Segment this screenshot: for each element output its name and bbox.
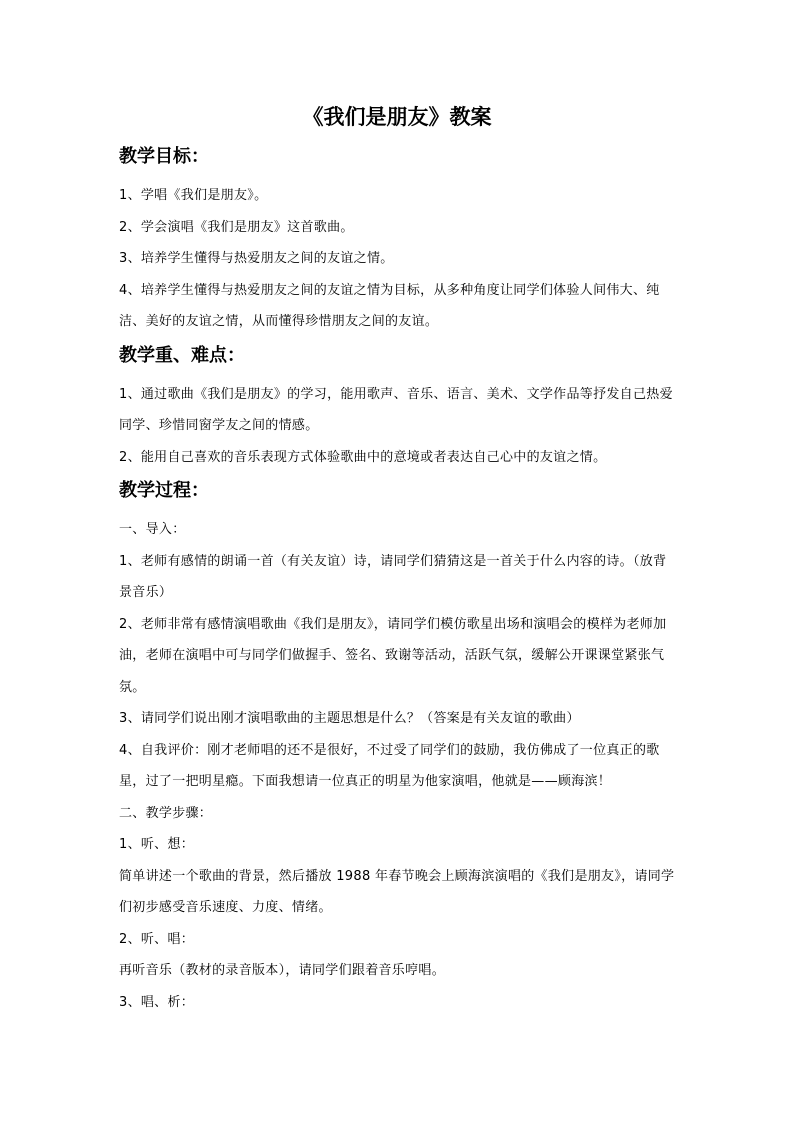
section-heading: 教学过程： bbox=[119, 480, 209, 501]
paragraph: 2、老师非常有感情演唱歌曲《我们是朋友》，请同学们模仿歌星出场和演唱会的模样为老师加油，老师在演唱中可与同学们做握手、签名、致谢等活动，活跃气氛，缓解公开课课堂紧张气氛。 bbox=[119, 616, 667, 695]
paragraph: 3、培养学生懂得与热爱朋友之间的友谊之情。 bbox=[119, 251, 394, 266]
section-teaching-goals bbox=[119, 143, 677, 338]
document-body bbox=[119, 143, 677, 1018]
paragraph: 再听音乐（教材的录音版本），请同学们跟着音乐哼唱。 bbox=[119, 963, 446, 978]
paragraph: 二、教学步骤： bbox=[119, 805, 213, 821]
document-title: 《我们是朋友》教案 bbox=[302, 104, 492, 129]
paragraph: 1、老师有感情的朗诵一首（有关友谊）诗，请同学们猜猜这是一首关于什么内容的诗。（放背景音乐） bbox=[119, 553, 667, 600]
paragraph: 一、导入： bbox=[119, 522, 186, 537]
paragraph: 2、学会演唱《我们是朋友》这首歌曲。 bbox=[119, 219, 354, 235]
paragraph: 1、通过歌曲《我们是朋友》的学习，能用歌声、音乐、语言、美术、文学作品等抒发自己热爱同学、珍惜同窗学友之间的情感。 bbox=[119, 386, 673, 433]
paragraph: 1、学唱《我们是朋友》。 bbox=[119, 188, 268, 203]
section-heading: 教学重、难点： bbox=[119, 344, 245, 366]
paragraph: 2、能用自己喜欢的音乐表现方式体验歌曲中的意境或者表达自己心中的友谊之情。 bbox=[119, 449, 607, 465]
paragraph: 1、听、想： bbox=[119, 837, 195, 852]
section-key-points bbox=[119, 342, 677, 474]
paragraph: 4、自我评价：刚才老师唱的还不是很好，不过受了同学们的鼓励，我仿佛成了一位真正的歌星，过了一把明星瘾。下面我想请一位真正的明星为他家演唱，他就是——顾海滨！ bbox=[119, 742, 660, 789]
paragraph: 4、培养学生懂得与热爱朋友之间的友谊之情为目标，从多种角度让同学们体验人间伟大、纯洁、美好的友谊之情，从而懂得珍惜朋友之间的友谊。 bbox=[119, 282, 660, 329]
section-teaching-process bbox=[119, 477, 677, 1018]
section-heading: 教学目标： bbox=[119, 146, 209, 167]
paragraph: 2、听、唱： bbox=[119, 931, 195, 947]
paragraph: 3、请同学们说出刚才演唱歌曲的主题思想是什么？（答案是有关友谊的歌曲） bbox=[119, 711, 580, 726]
paragraph: 3、唱、析： bbox=[119, 994, 195, 1010]
paragraph: 简单讲述一个歌曲的背景，然后播放 1988 年春节晚会上顾海滨演唱的《我们是朋友》，请同学们初步感受音乐速度、力度、情绪。 bbox=[119, 868, 675, 915]
